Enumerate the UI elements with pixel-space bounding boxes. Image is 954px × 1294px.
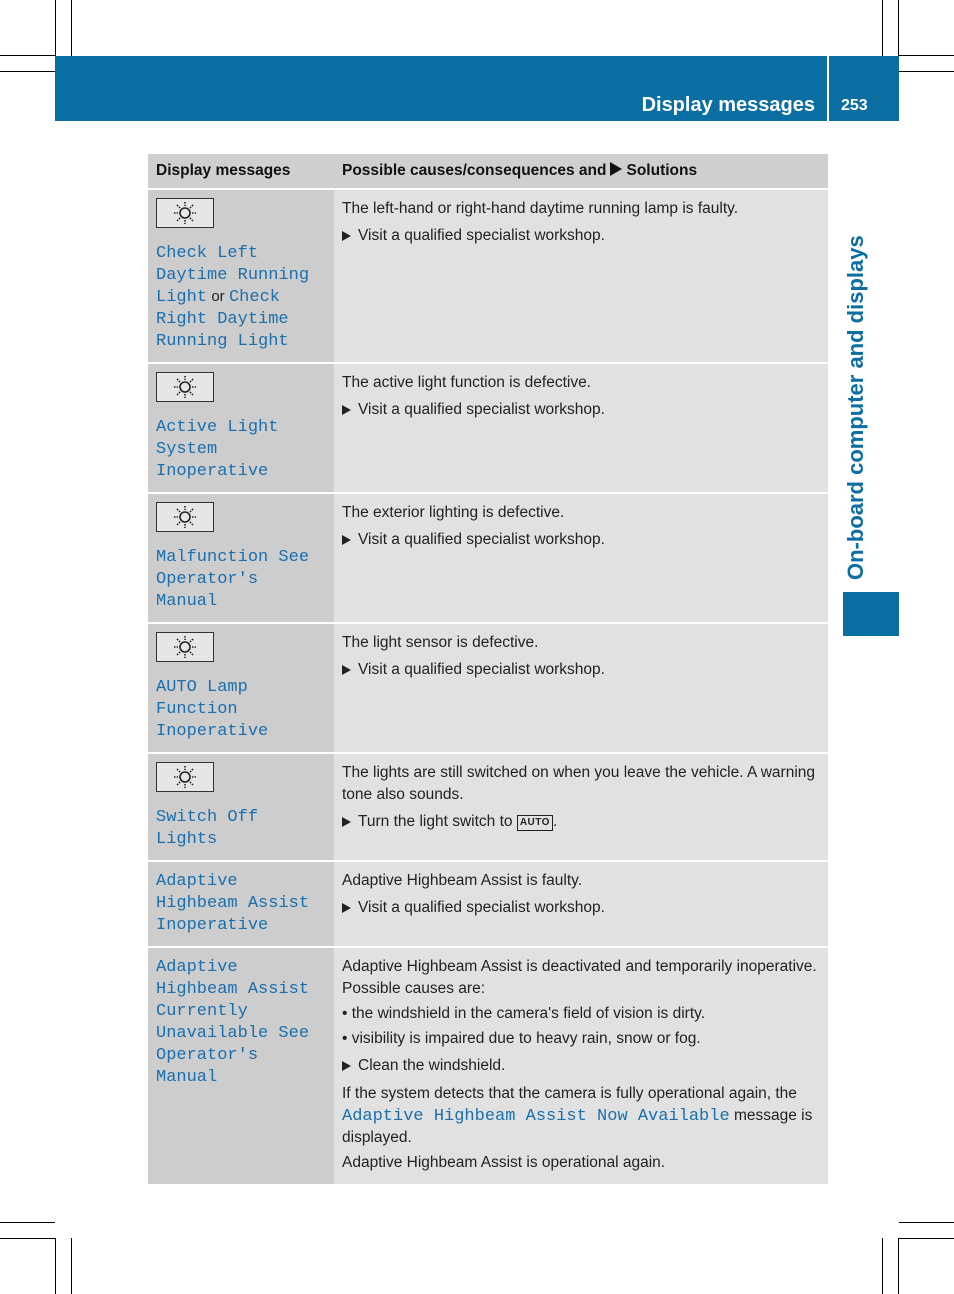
chapter-side-title: On-board computer and displays — [843, 235, 868, 580]
display-message-text: Check Right Daytime Running Light — [156, 288, 289, 351]
crop-mark — [882, 1238, 883, 1294]
table-row — [148, 947, 828, 1184]
arrow-right-icon — [342, 405, 351, 415]
crop-mark — [0, 71, 55, 72]
display-message-text: Active Light System Inoperative — [156, 418, 279, 481]
message-cell — [148, 947, 334, 1184]
message-cell — [148, 189, 334, 363]
solution-step — [342, 225, 820, 247]
crop-mark — [899, 55, 954, 56]
cause-text: The exterior lighting is defective. — [342, 504, 565, 521]
solution-cell — [334, 189, 828, 363]
crop-mark — [899, 71, 954, 72]
display-message-text: Check Left Daytime Running Light — [156, 244, 310, 307]
header-bar — [55, 56, 827, 121]
column-header-causes: Possible causes/consequences and — [342, 162, 607, 179]
info-paragraph: Adaptive Highbeam Assist is operational again. — [342, 1154, 666, 1171]
display-message-text: Switch Off Lights — [156, 808, 259, 849]
arrow-right-icon — [342, 817, 351, 827]
solution-step — [342, 659, 820, 681]
solution-cell — [334, 363, 828, 493]
light-bulb-warning-icon — [156, 372, 214, 402]
arrow-right-icon — [342, 1061, 351, 1071]
or-text: or — [211, 288, 225, 305]
info-paragraph — [342, 1083, 820, 1149]
light-bulb-warning-icon — [156, 762, 214, 792]
chapter-tab-marker — [843, 592, 899, 636]
page-number: 253 — [841, 97, 868, 114]
crop-mark — [55, 0, 56, 56]
light-bulb-warning-icon — [156, 632, 214, 662]
crop-mark — [898, 1238, 899, 1294]
crop-mark — [55, 1238, 56, 1294]
cause-text: Adaptive Highbeam Assist is faulty. — [342, 872, 583, 889]
column-header-messages: Display messages — [148, 154, 334, 189]
crop-mark — [899, 1238, 954, 1239]
solution-step — [342, 1055, 820, 1077]
step-text: Visit a qualified specialist workshop. — [358, 661, 605, 678]
message-cell — [148, 753, 334, 861]
crop-mark — [0, 1238, 55, 1239]
table-row — [148, 861, 828, 947]
arrow-right-icon — [342, 535, 351, 545]
para-text-end: message is displayed. — [342, 1107, 813, 1146]
step-text: Clean the windshield. — [358, 1057, 506, 1074]
crop-mark — [0, 55, 55, 56]
cause-text: Adaptive Highbeam Assist is deactivated and temporarily inoperative. Possible causes are: — [342, 958, 817, 997]
arrow-right-icon — [342, 231, 351, 241]
message-cell — [148, 363, 334, 493]
arrow-right-icon — [342, 903, 351, 913]
display-message-text: AUTO Lamp Function Inoperative — [156, 678, 269, 741]
list-item: • visibility is impaired due to heavy rain, snow or fog. — [342, 1030, 701, 1047]
bullet-text: visibility is impaired due to heavy rain, snow or fog. — [351, 1030, 701, 1047]
table-row — [148, 623, 828, 753]
solution-step — [342, 399, 820, 421]
crop-mark — [898, 0, 899, 56]
table-row — [148, 493, 828, 623]
solution-cell — [334, 753, 828, 861]
cause-text: The left-hand or right-hand daytime running lamp is faulty. — [342, 200, 739, 217]
table-header-row — [148, 154, 828, 189]
auto-switch-key: AUTO — [517, 815, 553, 831]
bullet-text: the windshield in the camera's field of vision is dirty. — [351, 1005, 706, 1022]
solution-cell — [334, 493, 828, 623]
solution-cell — [334, 861, 828, 947]
step-text: Visit a qualified specialist workshop. — [358, 531, 605, 548]
step-text: Visit a qualified specialist workshop. — [358, 899, 605, 916]
cause-text: The active light function is defective. — [342, 374, 591, 391]
display-message-text: Malfunction See Operator's Manual — [156, 548, 310, 611]
list-item: • the windshield in the camera's field of vision is dirty. — [342, 1005, 706, 1022]
solution-cell — [334, 947, 828, 1184]
solution-step — [342, 811, 820, 833]
step-text-end: . — [552, 813, 558, 830]
crop-mark — [899, 1222, 954, 1223]
step-text: Turn the light switch to — [358, 813, 513, 830]
crop-mark — [0, 1222, 55, 1223]
table-row — [148, 363, 828, 493]
crop-mark — [71, 0, 72, 56]
solution-cell — [334, 623, 828, 753]
arrow-right-icon — [342, 665, 351, 675]
message-cell — [148, 861, 334, 947]
table-row — [148, 753, 828, 861]
display-message-text: Adaptive Highbeam Assist Inoperative — [156, 872, 310, 935]
cause-text: The lights are still switched on when you leave the vehicle. A warning tone also sounds. — [342, 764, 816, 803]
column-header-solutions — [334, 154, 828, 189]
crop-mark — [71, 1238, 72, 1294]
crop-mark — [882, 0, 883, 56]
display-messages-table — [148, 154, 828, 1184]
table-row — [148, 189, 828, 363]
solution-step — [342, 529, 820, 551]
display-message-text: Adaptive Highbeam Assist Now Available — [342, 1107, 730, 1126]
para-text: If the system detects that the camera is fully operational again, the — [342, 1085, 797, 1102]
message-cell — [148, 493, 334, 623]
step-text: Visit a qualified specialist workshop. — [358, 227, 605, 244]
display-message-text: Adaptive Highbeam Assist Currently Unavailable See Operator's Manual — [156, 958, 310, 1087]
cause-text: The light sensor is defective. — [342, 634, 539, 651]
column-header-solutions-label: Solutions — [626, 162, 698, 179]
page-number-box — [829, 56, 899, 121]
section-title: Display messages — [641, 94, 815, 116]
solution-step — [342, 897, 820, 919]
step-text: Visit a qualified specialist workshop. — [358, 401, 605, 418]
message-cell — [148, 623, 334, 753]
light-bulb-warning-icon — [156, 502, 214, 532]
arrow-right-icon — [610, 162, 622, 176]
light-bulb-warning-icon — [156, 198, 214, 228]
